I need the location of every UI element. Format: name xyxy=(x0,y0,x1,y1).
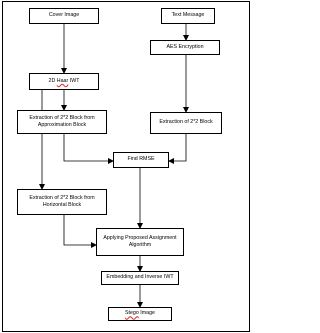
extract-horiz-box xyxy=(17,189,107,215)
embed-inverse-box xyxy=(101,271,179,285)
cover-image-label: Cover Image xyxy=(48,12,80,19)
arrow-extract-text-to-rmse xyxy=(169,134,186,161)
stego-image-box xyxy=(108,307,172,321)
find-rmse-label: Find RMSE xyxy=(127,156,155,163)
arrow-extract-approx-to-rmse xyxy=(64,134,113,161)
extract-text-box xyxy=(150,112,222,134)
cover-image-box xyxy=(29,8,99,24)
stego-image-label: Stego Image xyxy=(124,310,156,317)
aes-encryption-label: AES Encryption xyxy=(166,43,204,50)
haar-iwt-label: 2D Haar IWT xyxy=(48,77,80,84)
extract-approx-label: Extraction of 2*2 Block from Approximation Block xyxy=(29,114,95,128)
haar-iwt-box xyxy=(29,73,99,90)
aes-encryption-box xyxy=(150,40,220,55)
arrow-extract-horiz-to-apply xyxy=(64,215,96,245)
find-rmse-box xyxy=(113,152,169,168)
extract-approx-box xyxy=(17,110,107,134)
embed-inverse-label: Embedding and Inverse IWT xyxy=(106,274,174,281)
apply-algorithm-label: Applying Proposed Assignment Algorithm xyxy=(103,234,177,248)
extract-horiz-label: Extraction of 2*2 Block from Horizontal Block xyxy=(29,194,95,208)
extract-text-label: Extraction of 2*2 Block xyxy=(159,119,213,126)
apply-algorithm-box xyxy=(96,228,184,256)
text-message-label: Text Message xyxy=(171,12,205,19)
text-message-box xyxy=(161,8,215,24)
